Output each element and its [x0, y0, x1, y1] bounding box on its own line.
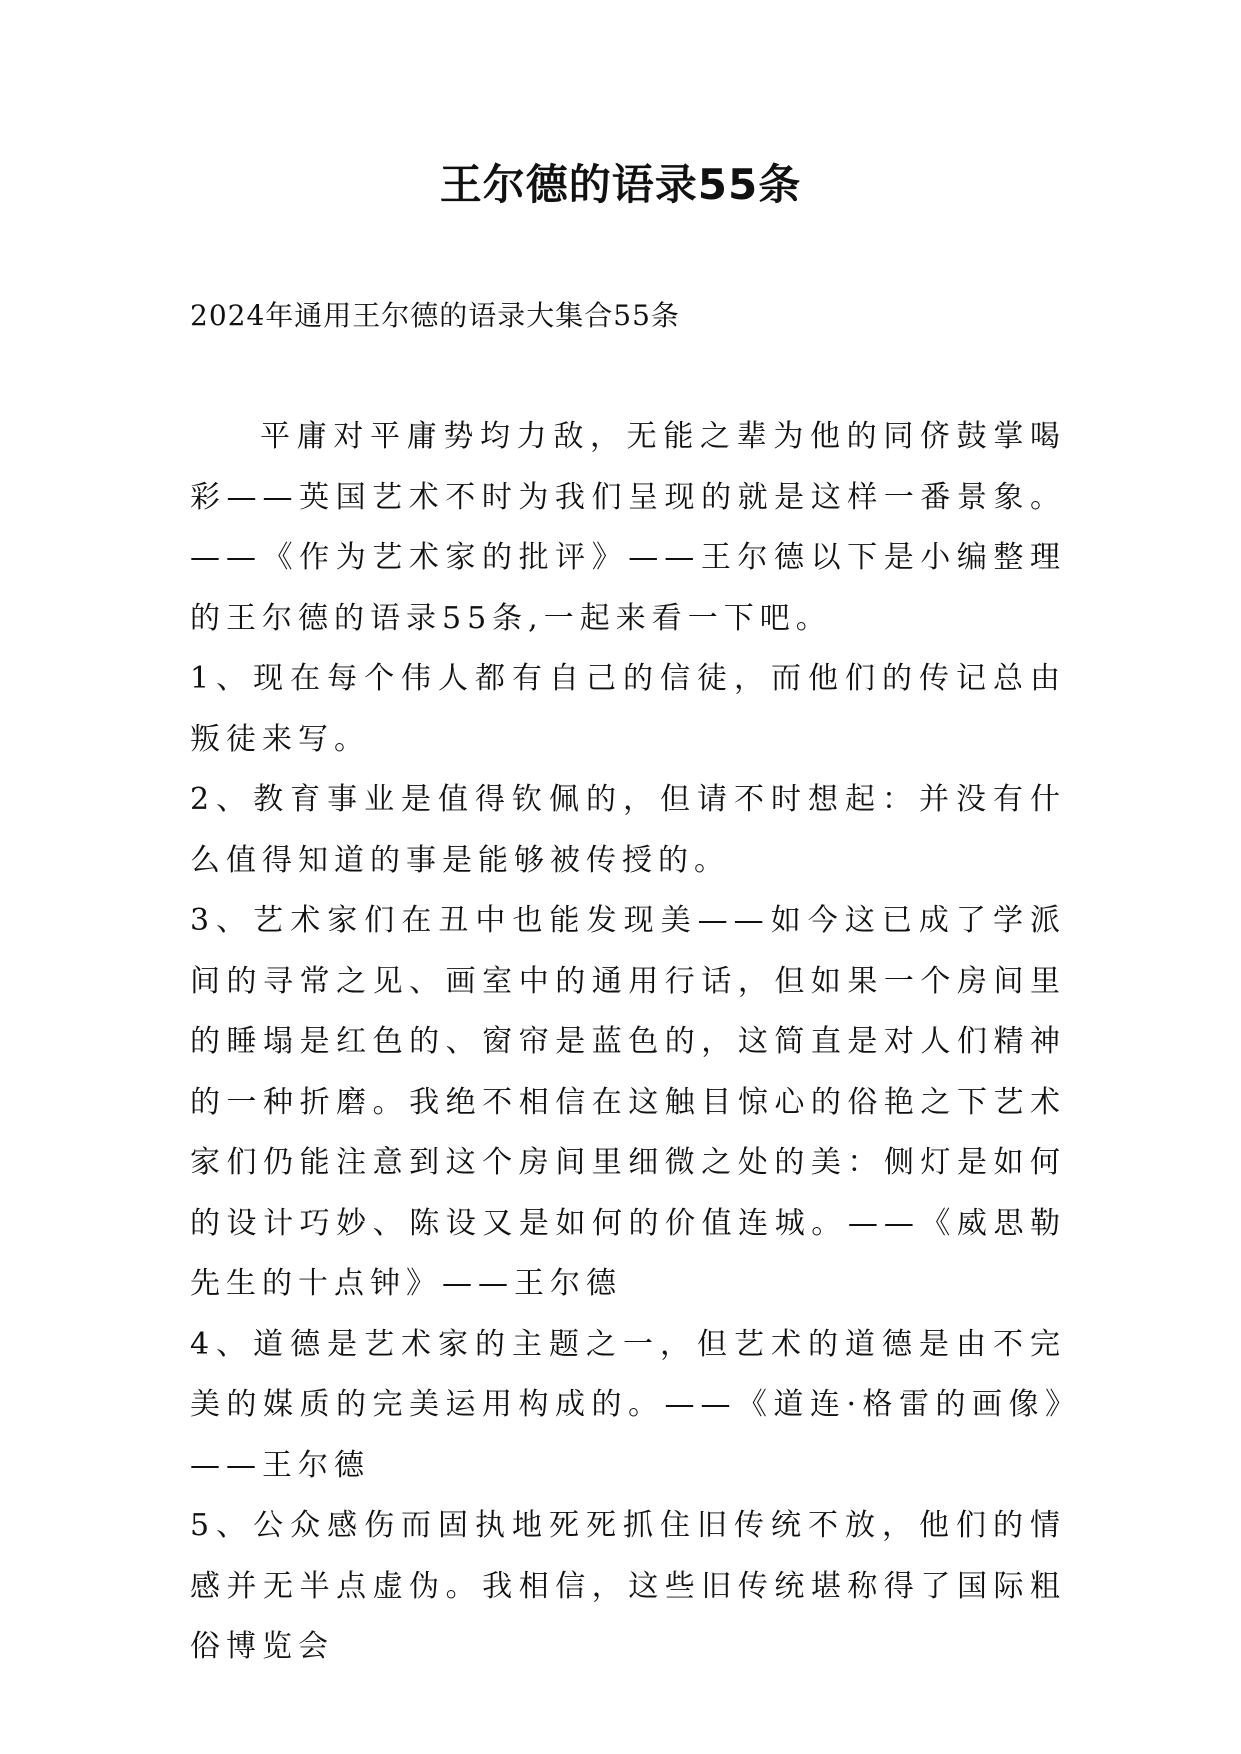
- document-title: 王尔德的语录55条: [439, 160, 802, 209]
- quote-item-3: 3、艺术家们在丑中也能发现美——如今这已成了学派间的寻常之见、画室中的通用行话，但如果一个房间里的睡塌是红色的、窗帘是蓝色的，这简直是对人们精神的一种折磨。我绝不相信在这触目惊心的俗艳之下艺术家们仍能注意到这个房间里细微之处的美：侧灯是如何的设计巧妙、陈设又是如何的价值连城。——《威思勒先生的十点钟》——王尔德: [190, 903, 1066, 1301]
- quote-item-5: 5、公众感伤而固执地死死抓住旧传统不放，他们的情感并无半点虚伪。我相信，这些旧传统堪称得了国际粗俗博览会: [190, 1508, 1066, 1664]
- quote-item-4: 4、道德是艺术家的主题之一，但艺术的道德是由不完美的媒质的完美运用构成的。——《道连·格雷的画像》——王尔德: [190, 1326, 1066, 1483]
- quote-item-2: 2、教育事业是值得钦佩的，但请不时想起：并没有什么值得知道的事是能够被传授的。: [190, 782, 1066, 878]
- intro-paragraph: 平庸对平庸势均力敌，无能之辈为他的同侪鼓掌喝彩——英国艺术不时为我们呈现的就是这样一番景象。——《作为艺术家的批评》——王尔德以下是小编整理的王尔德的语录55条,一起来看一下吧。: [190, 419, 1066, 636]
- document-subtitle: 2024年通用王尔德的语录大集合55条: [190, 299, 680, 332]
- document-body: [190, 407, 1066, 1678]
- quote-item-1: 1、现在每个伟人都有自己的信徒，而他们的传记总由叛徒来写。: [190, 661, 1066, 757]
